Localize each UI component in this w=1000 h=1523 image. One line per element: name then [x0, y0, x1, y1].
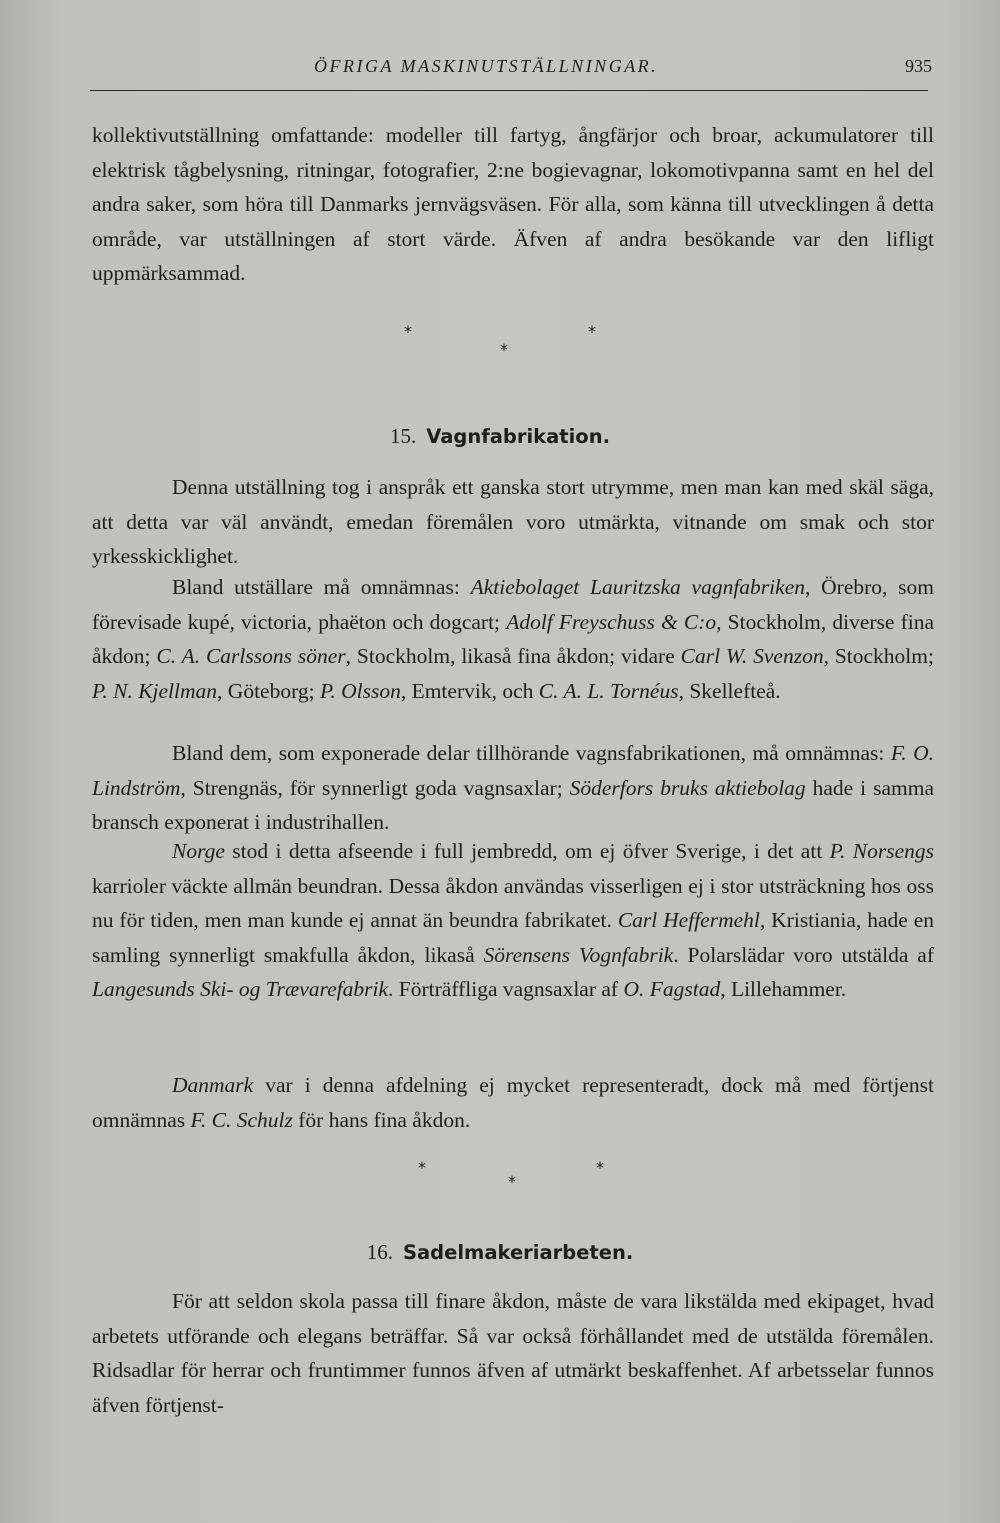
running-title: ÖFRIGA MASKINUTSTÄLLNINGAR. [314, 56, 659, 76]
paragraph: Bland dem, som exponerade delar tillhörande vagnsfabrikationen, må omnämnas: F. O. Lindström, Strengnäs, för synnerligt goda vagnsaxlar; Söderfors bruks aktiebolag hade i samma bransch exponerat i industrihallen. [92, 741, 935, 834]
page-header [92, 56, 932, 80]
separator-star: * [404, 322, 412, 341]
section-separator [0, 1158, 1000, 1198]
section-number: 15. [390, 424, 417, 448]
section-title: Sadelmakeriarbeten. [402, 1241, 634, 1264]
page-number: 935 [905, 56, 932, 76]
section-number: 16. [366, 1240, 393, 1264]
section-heading-15 [0, 424, 1000, 449]
intro-paragraph: kollektivutställning omfattande: modeller till fartyg, ångfärjor och broar, ackumulatorer till elektrisk tågbelysning, ritningar, fotografier, 2:ne bogievagnar, lokomotivpanna samt en hel del andra saker, som höra till Danmarks jernvägsväsen. För alla, som känna till utvecklingen å detta område, var utställningen af stort värde. Äfven af andra besökande var den lifligt uppmärksammad. [92, 123, 934, 285]
paragraph: Norge stod i detta afseende i full jembredd, om ej öfver Sverige, i det att P. Norsengs karrioler väckte allmän beundran. Dessa åkdon användas visserligen ej i stor utsträckning hos oss nu för tiden, men man kunde ej annat än beundra fabrikatet. Carl Heffermehl, Kristiania, hade en samling synnerligt smakfulla åkdon, likaså Sörensens Vognfabrik. Polarslädar voro utstälda af Langesunds Ski- og Trævarefabrik. Förträffliga vagnsaxlar af O. Fagstad, Lillehammer. [92, 839, 934, 1001]
paragraph: Danmark var i denna afdelning ej mycket representeradt, dock må med förtjenst omnämnas F. C. Schulz för hans fina åkdon. [92, 1073, 934, 1132]
section-heading-16 [0, 1240, 1000, 1265]
separator-star: * [588, 322, 596, 341]
section-title: Vagnfabrikation. [426, 425, 610, 448]
separator-star: * [596, 1158, 604, 1177]
section-separator [0, 322, 1000, 362]
paragraph: För att seldon skola passa till finare åkdon, måste de vara likstälda med ekipaget, hvad arbetets utförande och elegans beträffar. Så var också förhållandet med de utstälda föremålen. Ridsadlar för herrar och fruntimmer funnos äfven af utmärkt beskaffenhet. Af arbetsselar funnos äfven förtjenst- [92, 1289, 934, 1417]
separator-star: * [508, 1172, 516, 1191]
paragraph: Bland utställare må omnämnas: Aktiebolaget Lauritzska vagnfabriken, Örebro, som förevisade kupé, victoria, phaëton och dogcart; Adolf Freyschuss & C:o, Stockholm, diverse fina åkdon; C. A. Carlssons söner, Stockholm, likaså fina åkdon; vidare Carl W. Svenzon, Stockholm; P. N. Kjellman, Göteborg; P. Olsson, Emtervik, och C. A. L. Tornéus, Skellefteå. [92, 575, 935, 703]
header-rule [90, 90, 928, 91]
separator-star: * [500, 340, 508, 359]
paragraph: Denna utställning tog i anspråk ett ganska stort utrymme, men man kan med skäl säga, att detta var väl användt, emedan föremålen voro utmärkta, vitnande om smak och stor yrkesskicklighet. [92, 475, 934, 568]
separator-star: * [418, 1158, 426, 1177]
